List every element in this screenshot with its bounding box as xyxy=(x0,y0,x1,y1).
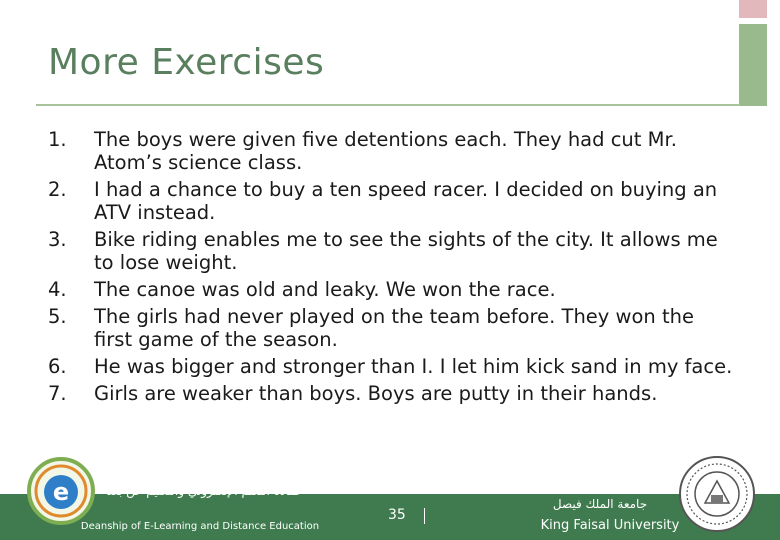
university-arabic-label: جامعة الملك فيصل xyxy=(552,497,648,511)
exercise-text: He was bigger and stronger than I. I let him kick sand in my face. xyxy=(94,355,733,378)
exercise-number: 6. xyxy=(48,355,67,378)
university-seal-icon xyxy=(678,455,756,533)
exercise-item xyxy=(48,305,738,351)
exercise-number: 4. xyxy=(48,278,67,301)
exercise-item xyxy=(48,382,738,405)
exercise-number: 3. xyxy=(48,228,67,251)
exercise-number: 1. xyxy=(48,128,67,151)
exercise-number: 7. xyxy=(48,382,67,405)
accent-block-side xyxy=(739,24,767,106)
exercise-text: The canoe was old and leaky. We won the race. xyxy=(94,278,556,301)
university-english-label: King Faisal University xyxy=(540,518,680,533)
exercise-item xyxy=(48,128,738,174)
exercise-number: 2. xyxy=(48,178,67,201)
exercise-item xyxy=(48,278,738,301)
title-divider xyxy=(36,104,740,106)
page-number: 35 xyxy=(388,507,406,523)
svg-text:e: e xyxy=(52,478,70,506)
exercise-text: I had a chance to buy a ten speed racer. I decided on buying an ATV instead. xyxy=(94,178,718,224)
exercise-text: Bike riding enables me to see the sights of the city. It allows me to lose weight. xyxy=(94,228,718,274)
accent-block-top xyxy=(739,0,767,18)
exercise-list xyxy=(48,128,738,409)
exercise-item xyxy=(48,178,738,224)
e-learning-logo-icon xyxy=(26,456,96,526)
exercise-text: The boys were given five detentions each. They had cut Mr. Atom’s science class. xyxy=(94,128,677,174)
page-number-separator xyxy=(424,508,425,524)
exercise-number: 5. xyxy=(48,305,67,328)
deanship-arabic-label: عمادة التعلم الإلكتروني والتعليم عن بعد xyxy=(106,484,304,498)
exercise-item xyxy=(48,355,738,378)
deanship-english-label: Deanship of E-Learning and Distance Education xyxy=(80,521,320,532)
exercise-item xyxy=(48,228,738,274)
slide-title: More Exercises xyxy=(48,42,325,83)
exercise-text: The girls had never played on the team before. They won the first game of the season. xyxy=(94,305,694,351)
exercise-text: Girls are weaker than boys. Boys are putty in their hands. xyxy=(94,382,658,405)
